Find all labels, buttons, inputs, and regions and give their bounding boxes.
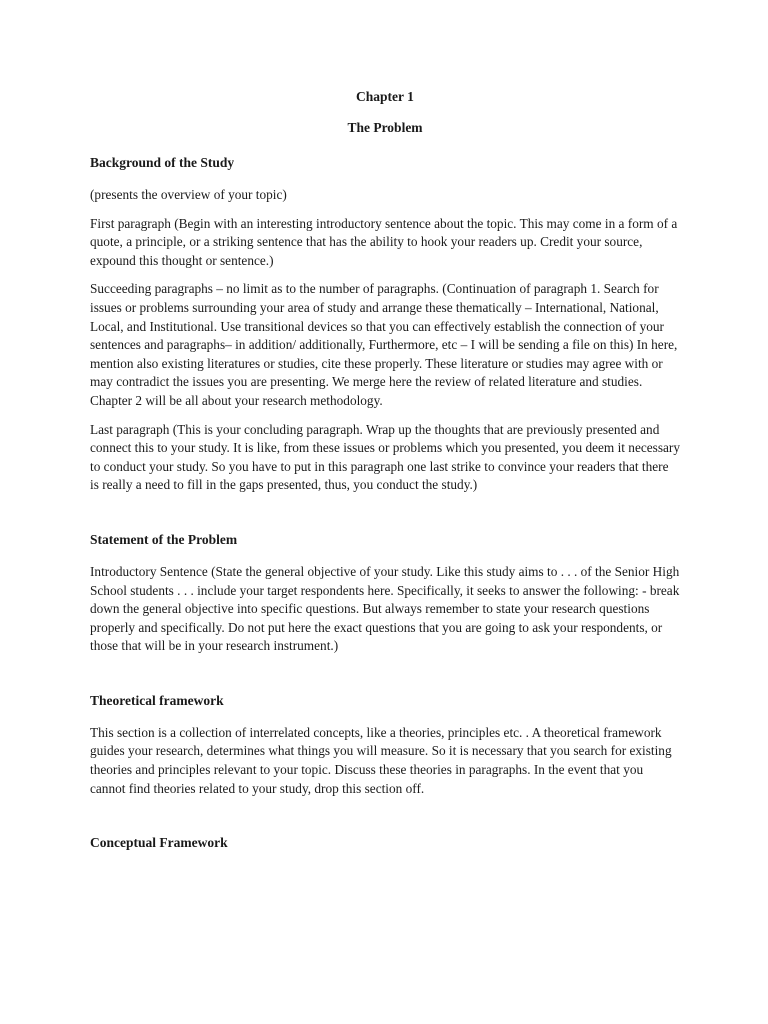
chapter-title: The Problem	[347, 120, 423, 135]
background-intro: (presents the overview of your topic)	[90, 187, 287, 202]
theoretical-paragraph-1: This section is a collection of interrelated concepts, like a theories, principles etc. . A theoretical framework guides your research, determines what things you will measure. So it is necessary that you search for existing theories and principles relevant to your topic. Discuss these theories in paragraphs. In the event that you cannot find theories related to your study, drop this section off.	[90, 724, 672, 796]
chapter-label: Chapter 1	[356, 89, 414, 104]
background-paragraph-2: Succeeding paragraphs – no limit as to the number of paragraphs. (Continuation of paragraph 1. Search for issues or problems surrounding your area of study and arrange these thematically – International, National, Local, and Institutional. Use transitional devices so that you can effectively establish the connection of your sentences and paragraphs– in addition/ additionally, Furthermore, etc – I will be sending a file on this) In here, mention also existing literatures or studies, cite these properly. These literature or studies may agree with or may contradict the issues you are presenting. We merge here the review of related literature and studies. Chapter 2 will be all about your research methodology.	[90, 281, 678, 408]
document-page	[90, 88, 680, 866]
statement-paragraph-1: Introductory Sentence (State the general objective of your study. Like this study aims to . . . of the Senior High School students . . . include your target respondents here. Specifically, it seeks to answer the following: - break down the general objective into specific questions. But always remember to state your research questions properly and specifically. Do not put here the exact questions that you are going to ask your respondents, or those that will be in your research instrument.)	[90, 563, 680, 654]
background-paragraph-3: Last paragraph (This is your concluding paragraph. Wrap up the thoughts that are previously presented and connect this to your study. It is like, from these issues or problems which you presented, you deem it necessary to conduct your study. So you have to put in this paragraph one last strike to convince your readers that there is really a need to fill in the gaps presented, thus, you conduct the study.)	[90, 421, 680, 493]
section-heading-theoretical: Theoretical framework	[90, 692, 224, 708]
section-heading-background: Background of the Study	[90, 155, 235, 170]
background-paragraph-1: First paragraph (Begin with an interesting introductory sentence about the topic. This may come in a form of a quote, a principle, or a striking sentence that has the ability to hook your readers up. Credit your source, expound this thought or sentence.)	[90, 215, 678, 268]
section-heading-conceptual: Conceptual Framework	[90, 835, 228, 851]
section-heading-statement: Statement of the Problem	[90, 531, 238, 547]
